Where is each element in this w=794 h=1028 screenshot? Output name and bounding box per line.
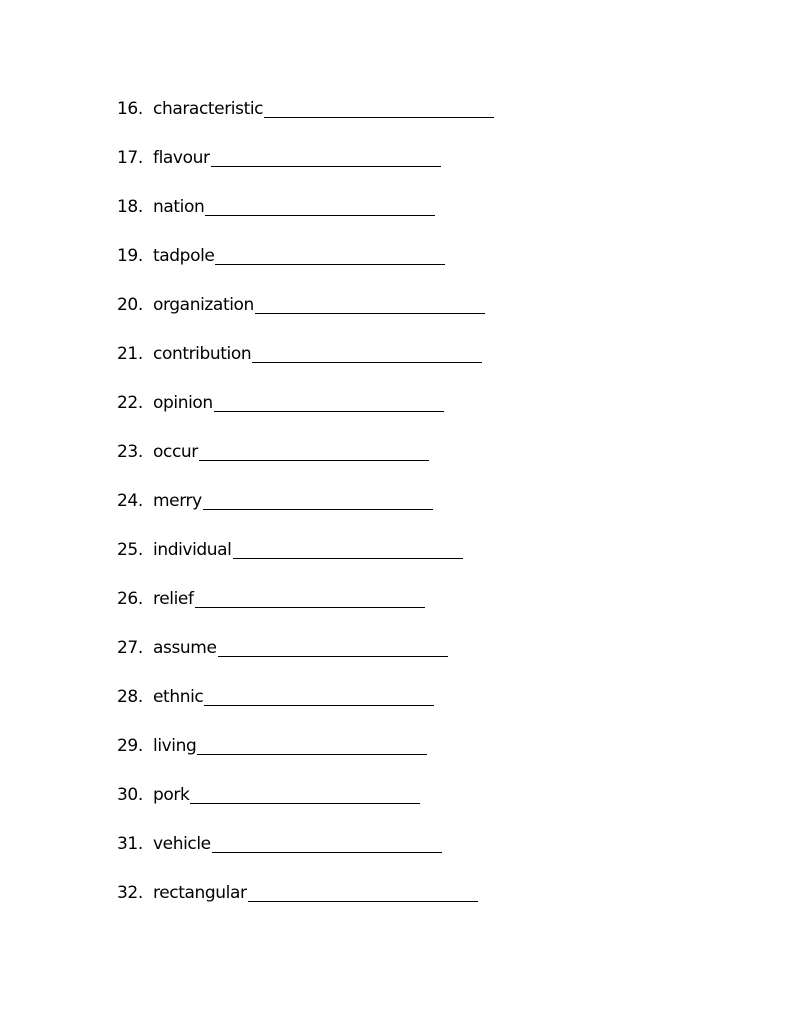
list-item <box>117 96 494 145</box>
answer-blank[interactable] <box>212 831 442 853</box>
answer-blank[interactable] <box>199 439 429 461</box>
item-number: 20. <box>117 295 143 315</box>
item-number: 24. <box>117 491 143 511</box>
answer-blank[interactable] <box>264 96 494 118</box>
item-number: 32. <box>117 883 143 903</box>
item-word: nation <box>153 197 205 217</box>
item-number: 30. <box>117 785 143 805</box>
item-number: 31. <box>117 834 143 854</box>
answer-blank[interactable] <box>218 635 448 657</box>
answer-blank[interactable] <box>190 782 420 804</box>
list-item <box>117 145 494 194</box>
list-item <box>117 243 494 292</box>
list-item <box>117 586 494 635</box>
list-item <box>117 390 494 439</box>
answer-blank[interactable] <box>203 488 433 510</box>
answer-blank[interactable] <box>204 684 434 706</box>
item-word: assume <box>153 638 217 658</box>
item-word: vehicle <box>153 834 211 854</box>
list-item <box>117 880 494 929</box>
item-word: pork <box>153 785 190 805</box>
answer-blank[interactable] <box>233 537 463 559</box>
item-number: 19. <box>117 246 143 266</box>
answer-blank[interactable] <box>248 880 478 902</box>
item-number: 28. <box>117 687 143 707</box>
list-item <box>117 488 494 537</box>
answer-blank[interactable] <box>211 145 441 167</box>
answer-blank[interactable] <box>197 733 427 755</box>
item-word: living <box>153 736 197 756</box>
list-item <box>117 733 494 782</box>
item-number: 21. <box>117 344 143 364</box>
list-item <box>117 684 494 733</box>
list-item <box>117 537 494 586</box>
item-number: 26. <box>117 589 143 609</box>
item-word: characteristic <box>153 99 264 119</box>
list-item <box>117 341 494 390</box>
item-word: rectangular <box>153 883 247 903</box>
item-word: relief <box>153 589 194 609</box>
item-number: 25. <box>117 540 143 560</box>
item-number: 16. <box>117 99 143 119</box>
answer-blank[interactable] <box>252 341 482 363</box>
list-item <box>117 831 494 880</box>
item-word: contribution <box>153 344 252 364</box>
list-item <box>117 635 494 684</box>
item-word: ethnic <box>153 687 204 707</box>
item-word: individual <box>153 540 232 560</box>
item-word: tadpole <box>153 246 215 266</box>
item-word: occur <box>153 442 198 462</box>
answer-blank[interactable] <box>214 390 444 412</box>
item-number: 18. <box>117 197 143 217</box>
item-number: 29. <box>117 736 143 756</box>
item-word: merry <box>153 491 202 511</box>
item-number: 23. <box>117 442 143 462</box>
item-number: 22. <box>117 393 143 413</box>
answer-blank[interactable] <box>195 586 425 608</box>
item-number: 27. <box>117 638 143 658</box>
item-word: opinion <box>153 393 213 413</box>
item-number: 17. <box>117 148 143 168</box>
item-word: flavour <box>153 148 210 168</box>
answer-blank[interactable] <box>205 194 435 216</box>
list-item <box>117 439 494 488</box>
answer-blank[interactable] <box>255 292 485 314</box>
vocabulary-list <box>117 96 494 929</box>
list-item <box>117 194 494 243</box>
item-word: organization <box>153 295 254 315</box>
answer-blank[interactable] <box>215 243 445 265</box>
list-item <box>117 782 494 831</box>
list-item <box>117 292 494 341</box>
